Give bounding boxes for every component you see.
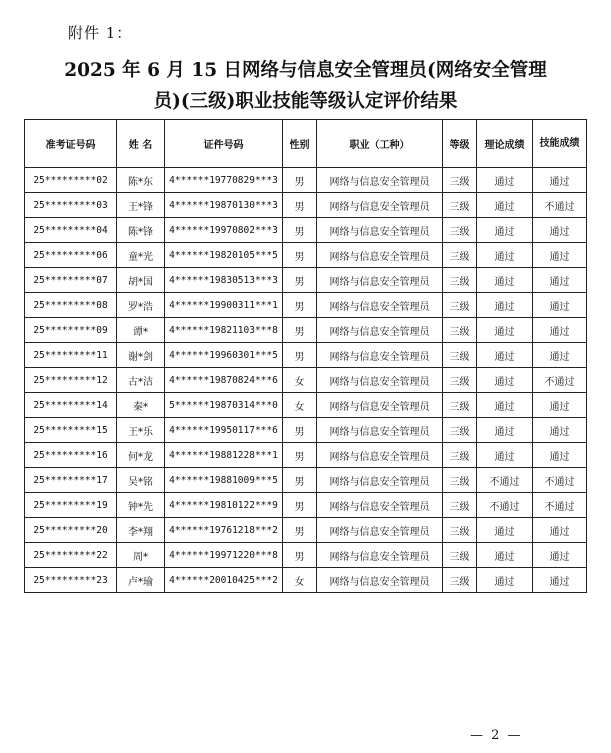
exam-id-cell: 25*********16 <box>25 443 117 468</box>
name-cell: 陈*东 <box>117 168 165 193</box>
gender-cell: 男 <box>283 218 317 243</box>
table-row <box>25 468 587 493</box>
theory-score-cell: 通过 <box>477 543 533 568</box>
id-number-cell: 4******19821103***8 <box>165 318 283 343</box>
name-cell: 李*翔 <box>117 518 165 543</box>
table-row <box>25 418 587 443</box>
level-cell: 三级 <box>443 243 477 268</box>
occupation-cell: 网络与信息安全管理员 <box>317 418 443 443</box>
gender-cell: 男 <box>283 268 317 293</box>
occupation-cell: 网络与信息安全管理员 <box>317 193 443 218</box>
occupation-cell: 网络与信息安全管理员 <box>317 343 443 368</box>
skill-score-cell: 不通过 <box>533 493 587 518</box>
exam-id-cell: 25*********06 <box>25 243 117 268</box>
skill-score-cell: 不通过 <box>533 468 587 493</box>
theory-score-cell: 不通过 <box>477 493 533 518</box>
results-table <box>24 119 587 593</box>
page-title-line-2: 员)(三级)职业技能等级认定评价结果 <box>153 91 458 112</box>
name-cell: 吴*铭 <box>117 468 165 493</box>
theory-score-cell: 通过 <box>477 443 533 468</box>
column-header-id-number: 证件号码 <box>165 120 283 168</box>
table-row <box>25 218 587 243</box>
level-cell: 三级 <box>443 543 477 568</box>
occupation-cell: 网络与信息安全管理员 <box>317 443 443 468</box>
column-header-exam-id: 准考证号码 <box>25 120 117 168</box>
column-header-level: 等级 <box>443 120 477 168</box>
table-row <box>25 543 587 568</box>
skill-score-cell: 通过 <box>533 318 587 343</box>
gender-cell: 男 <box>283 543 317 568</box>
id-number-cell: 4******19881009***5 <box>165 468 283 493</box>
id-number-cell: 4******19950117***6 <box>165 418 283 443</box>
gender-cell: 女 <box>283 393 317 418</box>
theory-score-cell: 通过 <box>477 293 533 318</box>
level-cell: 三级 <box>443 418 477 443</box>
occupation-cell: 网络与信息安全管理员 <box>317 543 443 568</box>
level-cell: 三级 <box>443 168 477 193</box>
theory-score-cell: 不通过 <box>477 468 533 493</box>
exam-id-cell: 25*********11 <box>25 343 117 368</box>
column-header-skill-score: 技能成绩 <box>533 120 587 168</box>
skill-score-cell: 通过 <box>533 568 587 593</box>
skill-score-cell: 通过 <box>533 218 587 243</box>
level-cell: 三级 <box>443 368 477 393</box>
id-number-cell: 4******19770829***3 <box>165 168 283 193</box>
theory-score-cell: 通过 <box>477 268 533 293</box>
theory-score-cell: 通过 <box>477 168 533 193</box>
table-row <box>25 318 587 343</box>
id-number-cell: 4******20010425***2 <box>165 568 283 593</box>
occupation-cell: 网络与信息安全管理员 <box>317 368 443 393</box>
theory-score-cell: 通过 <box>477 218 533 243</box>
exam-id-cell: 25*********04 <box>25 218 117 243</box>
occupation-cell: 网络与信息安全管理员 <box>317 218 443 243</box>
name-cell: 古*洁 <box>117 368 165 393</box>
level-cell: 三级 <box>443 268 477 293</box>
id-number-cell: 4******19881228***1 <box>165 443 283 468</box>
exam-id-cell: 25*********03 <box>25 193 117 218</box>
level-cell: 三级 <box>443 443 477 468</box>
level-cell: 三级 <box>443 218 477 243</box>
theory-score-cell: 通过 <box>477 243 533 268</box>
name-cell: 王*锋 <box>117 193 165 218</box>
skill-score-cell: 通过 <box>533 393 587 418</box>
theory-score-cell: 通过 <box>477 518 533 543</box>
skill-score-cell: 通过 <box>533 543 587 568</box>
occupation-cell: 网络与信息安全管理员 <box>317 393 443 418</box>
table-row <box>25 443 587 468</box>
theory-score-cell: 通过 <box>477 193 533 218</box>
name-cell: 王*乐 <box>117 418 165 443</box>
id-number-cell: 5******19870314***0 <box>165 393 283 418</box>
id-number-cell: 4******19820105***5 <box>165 243 283 268</box>
attachment-label: 附件 1： <box>68 24 133 42</box>
gender-cell: 女 <box>283 568 317 593</box>
occupation-cell: 网络与信息安全管理员 <box>317 493 443 518</box>
table-row <box>25 493 587 518</box>
name-cell: 钟*先 <box>117 493 165 518</box>
table-header-row <box>25 120 587 168</box>
exam-id-cell: 25*********20 <box>25 518 117 543</box>
table-row <box>25 568 587 593</box>
column-header-name: 姓 名 <box>117 120 165 168</box>
id-number-cell: 4******19900311***1 <box>165 293 283 318</box>
exam-id-cell: 25*********12 <box>25 368 117 393</box>
level-cell: 三级 <box>443 568 477 593</box>
skill-score-cell: 通过 <box>533 518 587 543</box>
gender-cell: 男 <box>283 318 317 343</box>
gender-cell: 男 <box>283 443 317 468</box>
level-cell: 三级 <box>443 193 477 218</box>
column-header-gender: 性别 <box>283 120 317 168</box>
gender-cell: 男 <box>283 293 317 318</box>
name-cell: 周* <box>117 543 165 568</box>
name-cell: 胡*国 <box>117 268 165 293</box>
occupation-cell: 网络与信息安全管理员 <box>317 168 443 193</box>
level-cell: 三级 <box>443 493 477 518</box>
id-number-cell: 4******19810122***9 <box>165 493 283 518</box>
theory-score-cell: 通过 <box>477 418 533 443</box>
theory-score-cell: 通过 <box>477 318 533 343</box>
skill-score-cell: 通过 <box>533 268 587 293</box>
exam-id-cell: 25*********19 <box>25 493 117 518</box>
exam-id-cell: 25*********14 <box>25 393 117 418</box>
table-row <box>25 293 587 318</box>
exam-id-cell: 25*********15 <box>25 418 117 443</box>
id-number-cell: 4******19971220***8 <box>165 543 283 568</box>
skill-score-cell: 通过 <box>533 168 587 193</box>
exam-id-cell: 25*********07 <box>25 268 117 293</box>
occupation-cell: 网络与信息安全管理员 <box>317 318 443 343</box>
gender-cell: 女 <box>283 368 317 393</box>
name-cell: 何*龙 <box>117 443 165 468</box>
exam-id-cell: 25*********08 <box>25 293 117 318</box>
occupation-cell: 网络与信息安全管理员 <box>317 268 443 293</box>
name-cell: 童*光 <box>117 243 165 268</box>
level-cell: 三级 <box>443 318 477 343</box>
gender-cell: 男 <box>283 418 317 443</box>
id-number-cell: 4******19870130***3 <box>165 193 283 218</box>
gender-cell: 男 <box>283 193 317 218</box>
name-cell: 谭* <box>117 318 165 343</box>
level-cell: 三级 <box>443 343 477 368</box>
occupation-cell: 网络与信息安全管理员 <box>317 243 443 268</box>
gender-cell: 男 <box>283 168 317 193</box>
table-row <box>25 193 587 218</box>
level-cell: 三级 <box>443 393 477 418</box>
skill-score-cell: 不通过 <box>533 193 587 218</box>
name-cell: 谢*剑 <box>117 343 165 368</box>
level-cell: 三级 <box>443 468 477 493</box>
skill-score-cell: 通过 <box>533 343 587 368</box>
level-cell: 三级 <box>443 293 477 318</box>
theory-score-cell: 通过 <box>477 568 533 593</box>
gender-cell: 男 <box>283 468 317 493</box>
id-number-cell: 4******19761218***2 <box>165 518 283 543</box>
table-row <box>25 243 587 268</box>
column-header-theory-score: 理论成绩 <box>477 120 533 168</box>
name-cell: 罗*浩 <box>117 293 165 318</box>
gender-cell: 男 <box>283 243 317 268</box>
theory-score-cell: 通过 <box>477 343 533 368</box>
occupation-cell: 网络与信息安全管理员 <box>317 568 443 593</box>
gender-cell: 男 <box>283 518 317 543</box>
name-cell: 秦* <box>117 393 165 418</box>
table-row <box>25 168 587 193</box>
occupation-cell: 网络与信息安全管理员 <box>317 293 443 318</box>
occupation-cell: 网络与信息安全管理员 <box>317 518 443 543</box>
table-row <box>25 268 587 293</box>
skill-score-cell: 通过 <box>533 293 587 318</box>
skill-score-cell: 通过 <box>533 443 587 468</box>
exam-id-cell: 25*********02 <box>25 168 117 193</box>
skill-score-cell: 不通过 <box>533 368 587 393</box>
gender-cell: 男 <box>283 493 317 518</box>
table-row <box>25 368 587 393</box>
gender-cell: 男 <box>283 343 317 368</box>
table-row <box>25 393 587 418</box>
name-cell: 卢*瑜 <box>117 568 165 593</box>
table-row <box>25 343 587 368</box>
id-number-cell: 4******19970802***3 <box>165 218 283 243</box>
page-number: — 2 — <box>470 728 523 743</box>
id-number-cell: 4******19830513***3 <box>165 268 283 293</box>
exam-id-cell: 25*********17 <box>25 468 117 493</box>
theory-score-cell: 通过 <box>477 368 533 393</box>
exam-id-cell: 25*********09 <box>25 318 117 343</box>
skill-score-cell: 通过 <box>533 243 587 268</box>
level-cell: 三级 <box>443 518 477 543</box>
occupation-cell: 网络与信息安全管理员 <box>317 468 443 493</box>
column-header-occupation: 职业（工种） <box>317 120 443 168</box>
page-title-line-1: 2025 年 6 月 15 日网络与信息安全管理员(网络安全管理 <box>64 60 547 81</box>
exam-id-cell: 25*********22 <box>25 543 117 568</box>
id-number-cell: 4******19960301***5 <box>165 343 283 368</box>
id-number-cell: 4******19870824***6 <box>165 368 283 393</box>
theory-score-cell: 通过 <box>477 393 533 418</box>
skill-score-cell: 通过 <box>533 418 587 443</box>
exam-id-cell: 25*********23 <box>25 568 117 593</box>
name-cell: 陈*锋 <box>117 218 165 243</box>
table-row <box>25 518 587 543</box>
